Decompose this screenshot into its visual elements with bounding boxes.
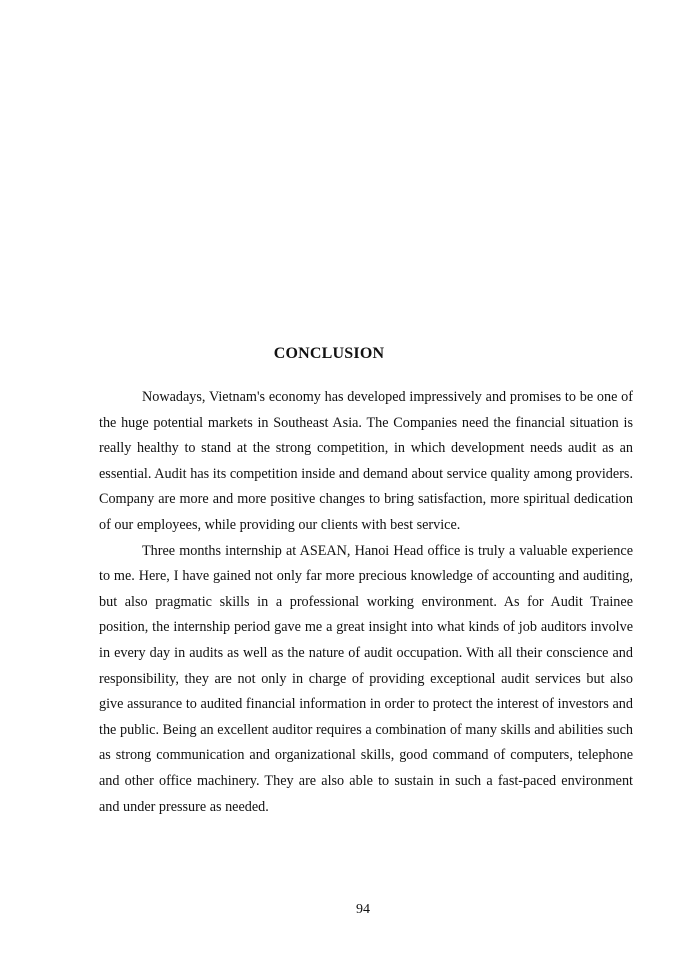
body-text	[99, 385, 633, 820]
page-number: 94	[356, 902, 370, 917]
paragraph-2: Three months internship at ASEAN, Hanoi Head office is truly a valuable experience to me. Here, I have gained not only far more precious knowledge of accounting and auditing, but also pragmatic skills in a professional working environment. As for Audit Trainee position, the internship period gave me a great insight into what kinds of job auditors involve in every day in audits as well as the nature of audit occupation. With all their conscience and responsibility, they are not only in charge of providing exceptional audit services but also give assurance to audited financial information in order to protect the interest of investors and the public. Being an excellent auditor requires a combination of many skills and abilities such as strong communication and organizational skills, good command of computers, telephone and other office machinery. They are also able to sustain in such a fast-paced environment and under pressure as needed.	[99, 542, 633, 815]
page-title: CONCLUSION	[273, 345, 385, 362]
paragraph-1: Nowadays, Vietnam's economy has developed impressively and promises to be one of the huge potential markets in Southeast Asia. The Companies need the financial situation is really healthy to stand at the strong competition, in which development needs audit as an essential. Audit has its competition inside and demand about service quality among providers. Company are more and more positive changes to bring satisfaction, more spiritual dedication of our employees, while providing our clients with best service.	[99, 389, 633, 533]
